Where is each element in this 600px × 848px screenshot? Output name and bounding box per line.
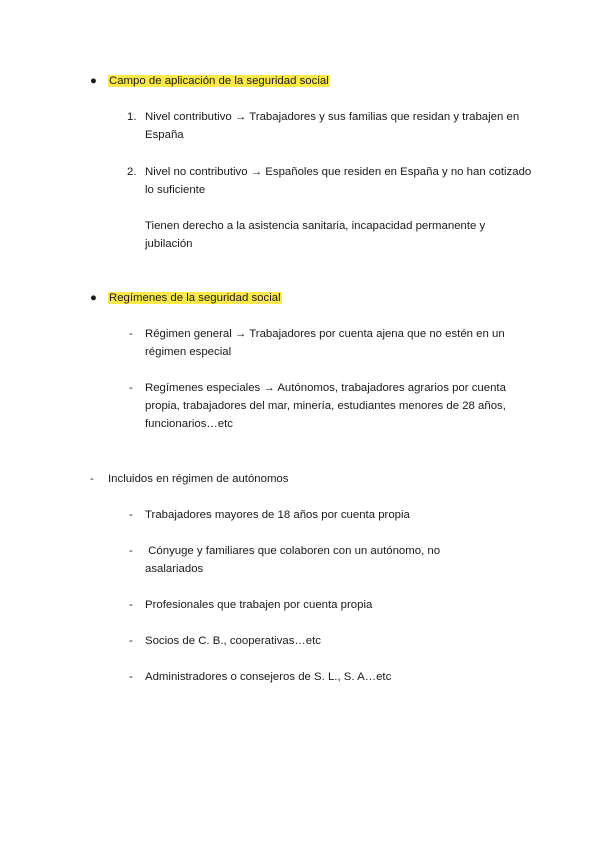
list-item: Cónyuge y familiares que colaboren con un autónomo, no asalariados (145, 545, 444, 575)
list-marker: - (129, 509, 133, 521)
section-1-bullet: ● (90, 75, 97, 87)
section-2-heading: Regímenes de la seguridad social (109, 292, 281, 304)
list-marker: - (129, 599, 133, 611)
list-marker: - (129, 328, 133, 340)
list-item: Administradores o consejeros de S. L., S. A…etc (145, 671, 392, 683)
list-item: Nivel contributivo → Trabajadores y sus familias que residan y trabajen en España (145, 111, 520, 141)
list-item: Regímenes especiales → Autónomos, trabajadores agrarios por cuenta propia, trabajadores del mar, minería, estudiantes menores de 28 años, funcionarios…etc (145, 382, 506, 430)
list-item: Régimen general → Trabajadores por cuenta ajena que no estén en un régimen especial (145, 328, 505, 358)
section-1-heading: Campo de aplicación de la seguridad social (109, 75, 329, 87)
note-text: Tienen derecho a la asistencia sanitaria, incapacidad permanente y jubilación (145, 220, 486, 250)
list-item: Nivel no contributivo → Españoles que residen en España y no han cotizado lo suficiente (145, 166, 532, 196)
list-marker: - (129, 671, 133, 683)
section-3-heading: Incluidos en régimen de autónomos (108, 473, 289, 485)
list-item: Trabajadores mayores de 18 años por cuenta propia (145, 509, 410, 521)
section-2-bullet: ● (90, 292, 97, 304)
list-marker: - (129, 635, 133, 647)
list-marker: 2. (127, 166, 137, 178)
list-item: Socios de C. B., cooperativas…etc (145, 635, 322, 647)
list-item: Profesionales que trabajen por cuenta propia (145, 599, 373, 611)
list-marker: - (129, 545, 133, 557)
list-marker: - (129, 382, 133, 394)
list-marker: 1. (127, 111, 137, 123)
section-3-bullet: - (90, 473, 94, 485)
